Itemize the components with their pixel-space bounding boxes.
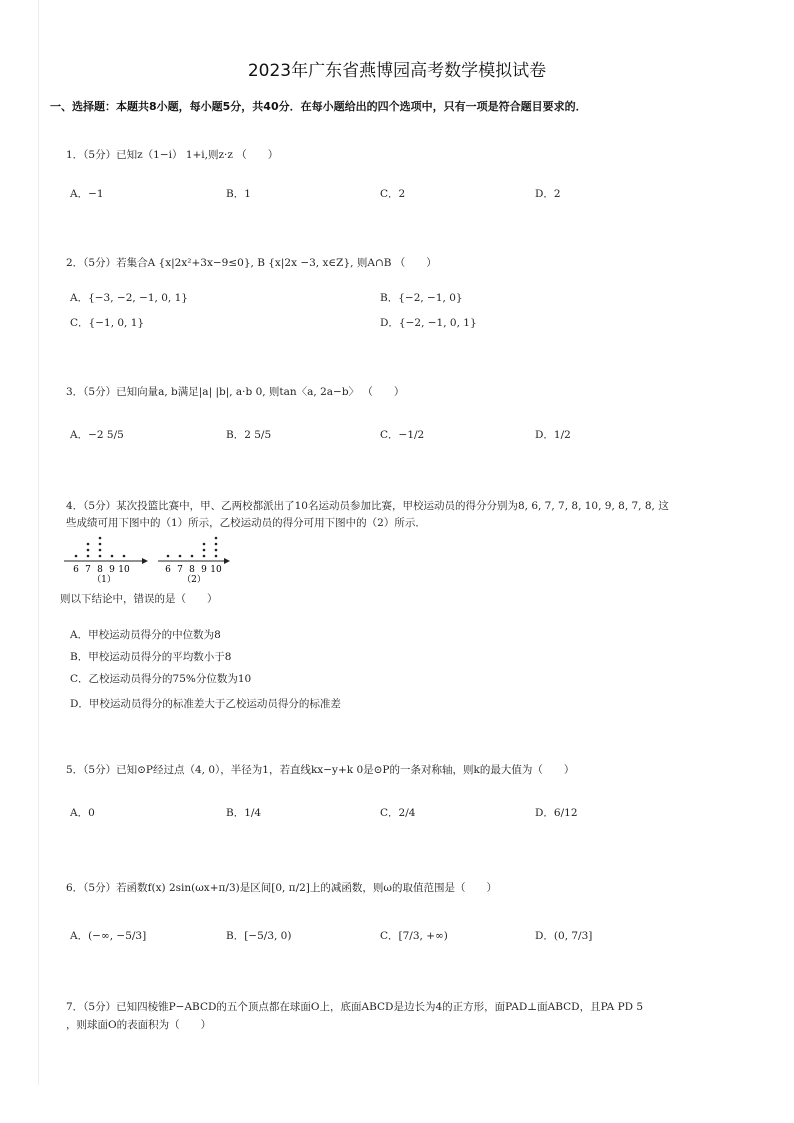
question-1-stem: 1．（5分）已知z（1−i） 1+i,则z·z （ ） — [66, 149, 279, 161]
question-2-option-d: D．{−2, −1, 0, 1} — [380, 317, 477, 329]
dot-plot-2-tick-label: 10 — [210, 565, 222, 575]
page-title: 2023年广东省燕博园高考数学模拟试卷 — [247, 61, 547, 81]
dot-plot-1-dot — [87, 549, 90, 552]
question-3-option-d: D．1/2 — [535, 429, 571, 441]
question-5-option-a: A．0 — [70, 807, 95, 819]
page-margin-line — [38, 0, 39, 1085]
dot-plot-1-dot — [123, 555, 126, 558]
dot-plot-2-dot — [203, 555, 206, 558]
question-4-prompt: 则以下结论中，错误的是（ ） — [60, 593, 218, 605]
question-4-option-a: A．甲校运动员得分的中位数为8 — [70, 629, 221, 641]
dot-plot-1 — [64, 537, 148, 585]
question-3-option-a: A．−2 5/5 — [70, 429, 124, 441]
dot-plot-2-tick-label: 8 — [189, 565, 195, 575]
dot-plot-2-tick-label: 7 — [177, 565, 183, 575]
dot-plot-1-dot — [99, 555, 102, 558]
dot-plot-2-arrow — [224, 558, 230, 564]
question-2-option-a: A．{−3, −2, −1, 0, 1} — [70, 292, 188, 304]
dot-plot-1-dot — [111, 555, 114, 558]
question-1-option-c: C．2 — [380, 188, 406, 200]
question-1-option-a: A．−1 — [70, 188, 104, 200]
dot-plot-1-label: （1） — [92, 575, 116, 585]
dot-plot-2-dot — [191, 555, 194, 558]
question-6-option-c: C．[7/3, +∞) — [380, 930, 448, 942]
dot-plot-2-dot — [215, 549, 218, 552]
dot-plot-1-dot — [75, 555, 78, 558]
question-3-option-c: C．−1/2 — [380, 429, 425, 441]
dot-plot-2-dot — [215, 555, 218, 558]
dot-plot-1-dot — [87, 555, 90, 558]
dot-plot-1-tick-label: 6 — [73, 565, 79, 575]
dot-plot-2-label: （2） — [182, 575, 206, 585]
dot-plot-1-tick-label: 9 — [109, 565, 115, 575]
question-4-option-c: C．乙校运动员得分的75%分位数为10 — [70, 673, 252, 685]
question-2-option-b: B．{−2, −1, 0} — [380, 292, 463, 304]
dot-plot-figures — [60, 528, 260, 586]
question-4-stem-line-2: 些成绩可用下图中的（1）所示，乙校运动员的得分可用下图中的（2）所示． — [66, 517, 426, 529]
question-6-option-d: D．(0, 7/3] — [535, 930, 593, 942]
question-3-option-b: B．2 5/5 — [226, 429, 272, 441]
dot-plot-1-dot — [99, 543, 102, 546]
dot-plot-1-dot — [99, 549, 102, 552]
dot-plot-2-dot — [167, 555, 170, 558]
question-1-option-d: D．2 — [535, 188, 561, 200]
question-5-option-d: D．6/12 — [535, 807, 578, 819]
question-4-stem-line-1: 4．（5分）某次投篮比赛中，甲、乙两校都派出了10名运动员参加比赛，甲校运动员的得分分别为8, 6, 7, 7, 8, 10, 9, 8, 7, 8, 这 — [66, 500, 669, 512]
dot-plot-2-tick-label: 6 — [165, 565, 171, 575]
dot-plot-1-dot — [99, 537, 102, 540]
dot-plot-1-arrow — [142, 558, 148, 564]
question-7-stem-line-2: ，则球面O的表面积为（ ） — [66, 1019, 212, 1031]
dot-plot-2-dot — [215, 543, 218, 546]
section-heading: 一、选择题：本题共8小题，每小题5分，共40分．在每小题给出的四个选项中，只有一项是符合题目要求的． — [50, 100, 587, 113]
question-6-option-b: B．[−5/3, 0) — [226, 930, 292, 942]
question-2-option-c: C．{−1, 0, 1} — [70, 317, 145, 329]
dot-plot-2-dot — [203, 549, 206, 552]
question-3-stem: 3．（5分）已知向量a, b满足|a| |b|, a·b 0, 则tan〈a, 2a−b〉 （ ） — [66, 386, 405, 398]
dot-plot-1-tick-label: 7 — [85, 565, 91, 575]
dot-plot-1-tick-label: 8 — [97, 565, 103, 575]
dot-plot-2 — [158, 537, 230, 585]
question-6-option-a: A．(−∞, −5/3] — [70, 930, 147, 942]
dot-plot-2-dot — [203, 543, 206, 546]
question-2-stem: 2．（5分）若集合A {x|2x²+3x−9≤0}, B {x|2x −3, x∈Z}, 则A∩B （ ） — [66, 257, 437, 269]
question-4-option-b: B．甲校运动员得分的平均数小于8 — [70, 651, 232, 663]
question-5-option-b: B．1/4 — [226, 807, 262, 819]
question-1-option-b: B．1 — [226, 188, 251, 200]
question-6-stem: 6．（5分）若函数f(x) 2sin(ωx+π/3)是区间[0, π/2]上的减函数，则ω的取值范围是（ ） — [66, 882, 497, 894]
dot-plot-2-dot — [179, 555, 182, 558]
question-5-option-c: C．2/4 — [380, 807, 416, 819]
question-7-stem-line-1: 7．（5分）已知四棱锥P−ABCD的五个顶点都在球面O上，底面ABCD是边长为4的正方形，面PAD⊥面ABCD，且PA PD 5 — [66, 1001, 644, 1013]
dot-plot-2-tick-label: 9 — [201, 565, 207, 575]
dot-plot-1-dot — [87, 543, 90, 546]
question-4-option-d: D．甲校运动员得分的标准差大于乙校运动员得分的标准差 — [70, 698, 341, 710]
dot-plot-2-dot — [215, 537, 218, 540]
question-5-stem: 5．（5分）已知⊙P经过点（4, 0），半径为1，若直线kx−y+k 0是⊙P的一条对称轴，则k的最大值为（ ） — [66, 764, 575, 776]
dot-plot-1-tick-label: 10 — [118, 565, 130, 575]
